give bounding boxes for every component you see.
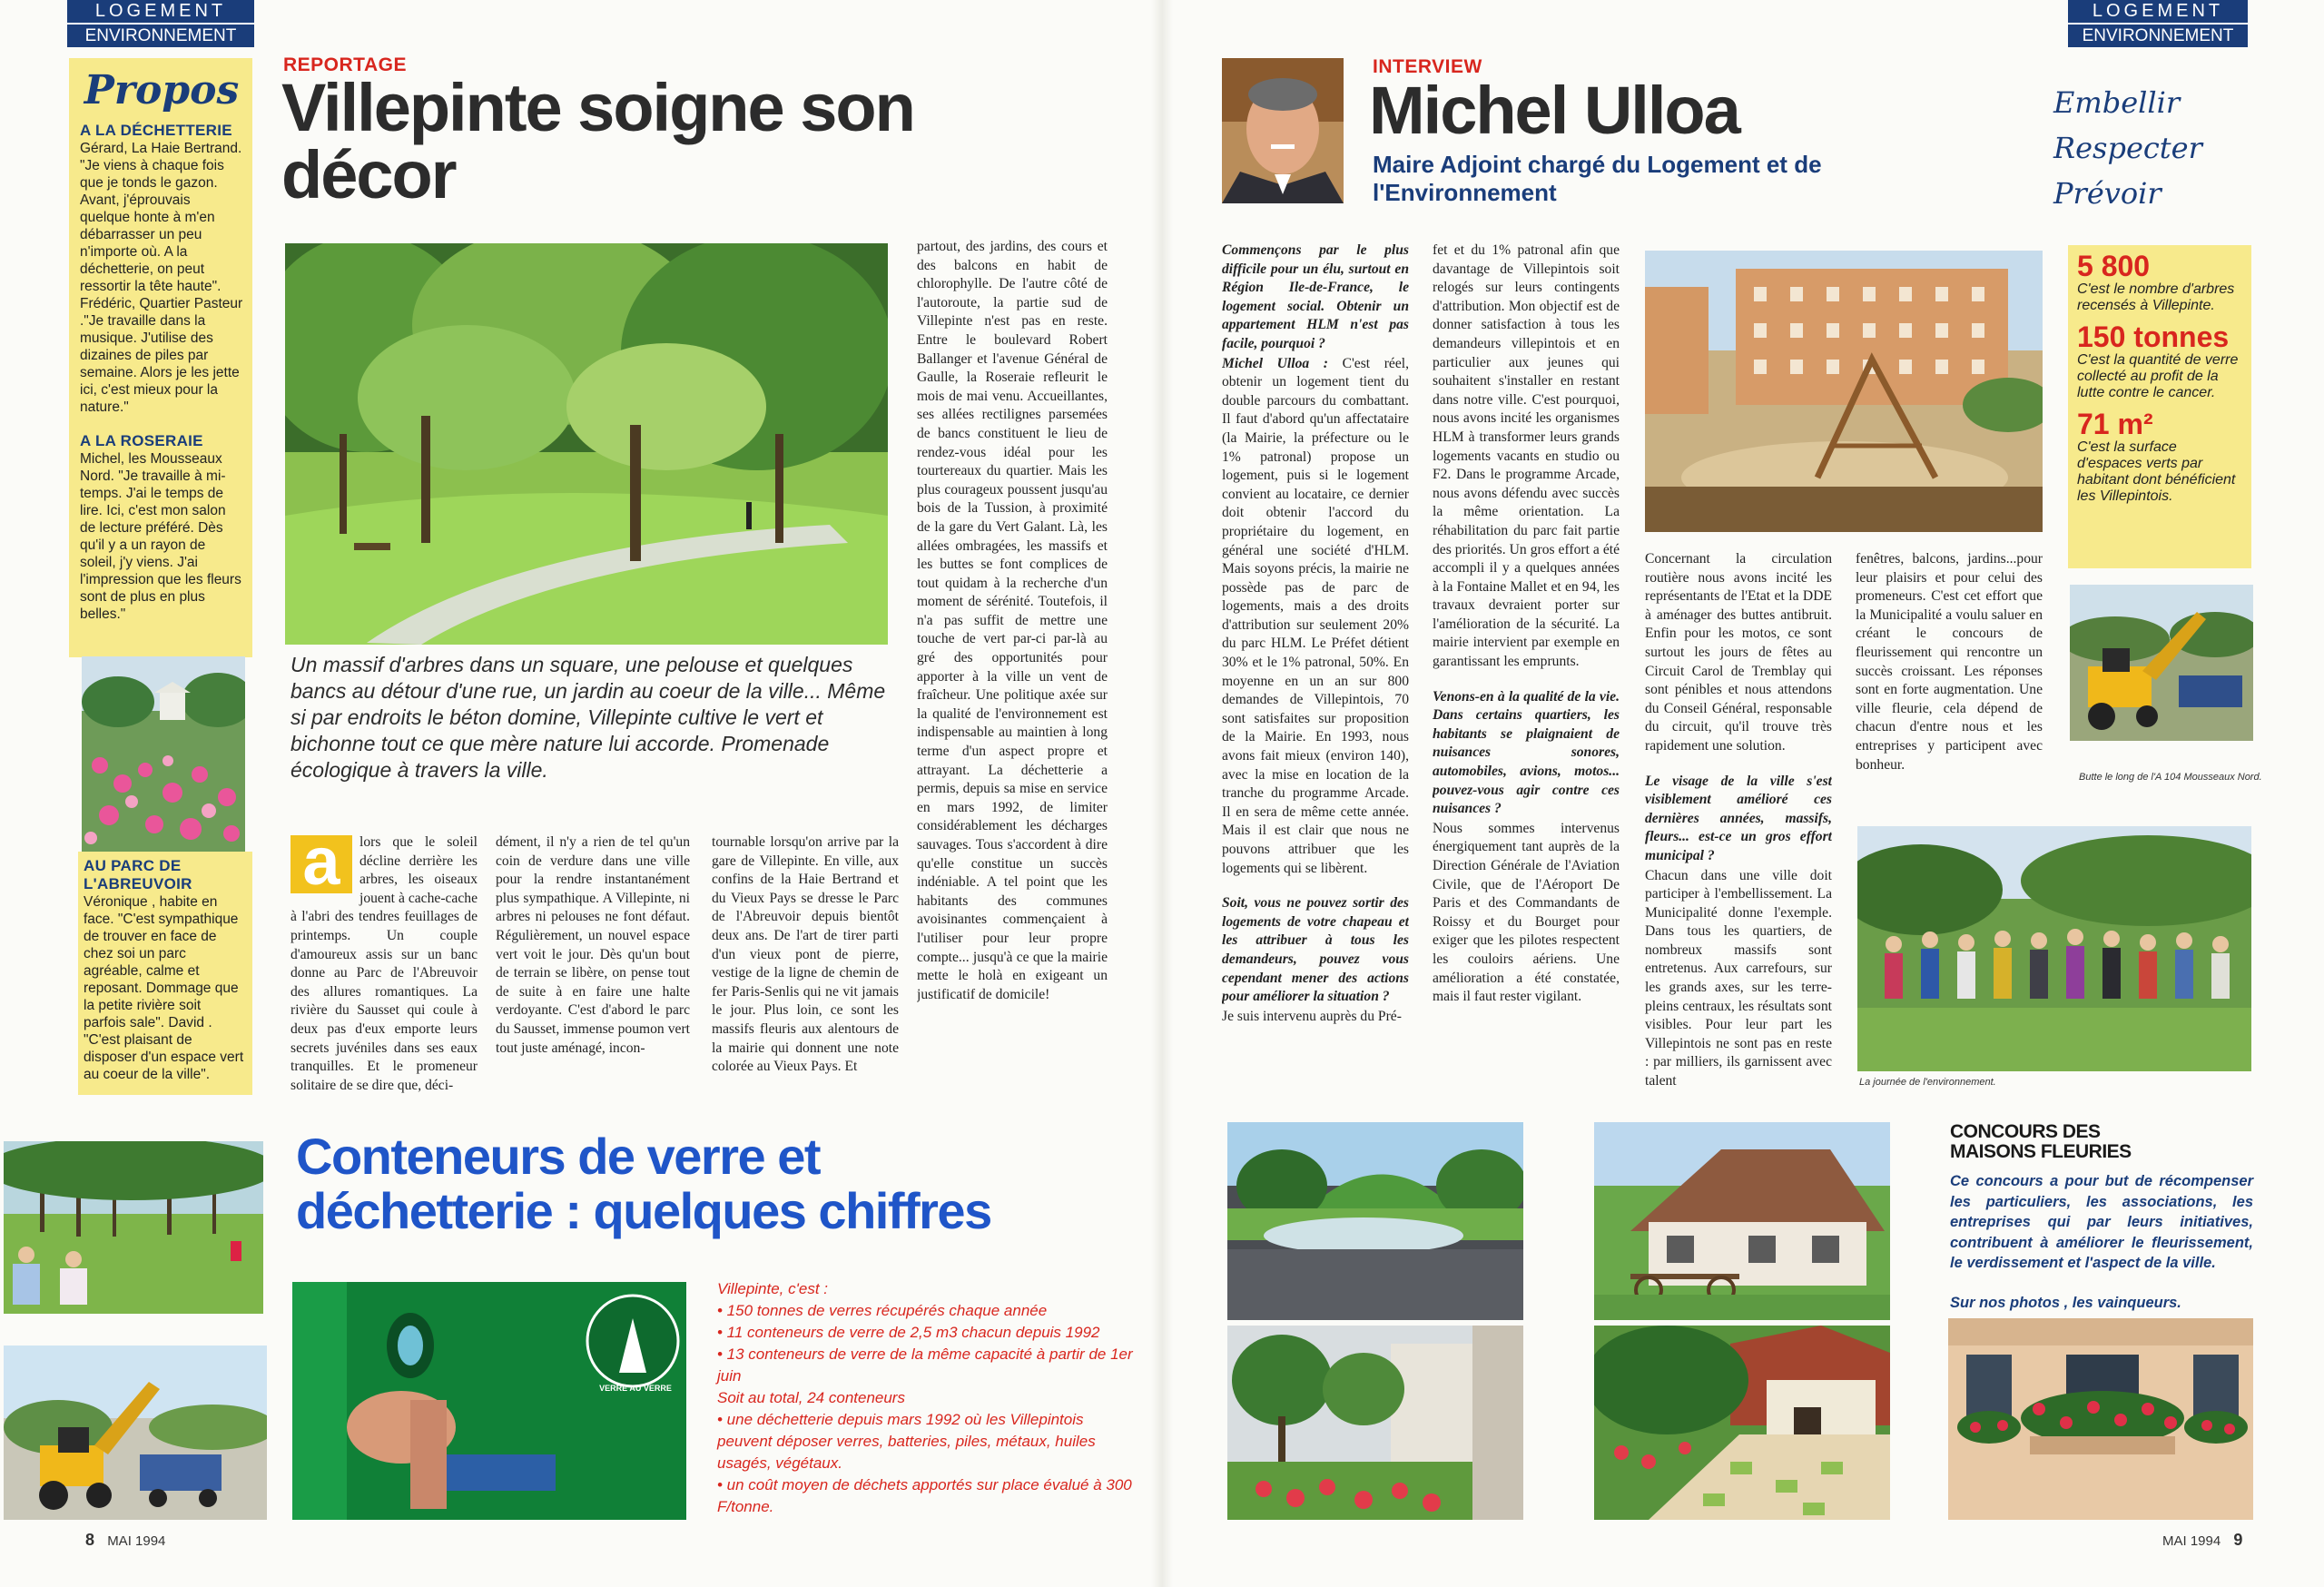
digger-photo-right xyxy=(2070,585,2253,741)
verre-title-line1: Conteneurs de verre et xyxy=(296,1128,820,1185)
right-page-date: MAI 1994 xyxy=(2162,1533,2221,1549)
interview-answer-2-start: Je suis intervenu auprès du Pré- xyxy=(1222,1008,1402,1024)
stat-trees-text: C'est le nombre d'arbres recensés à Villepinte. xyxy=(2077,281,2235,313)
propos-sidebar-lower xyxy=(78,852,252,1095)
interview-answer-1-cont: fet et du 1% patronal afin que davantage de Villepintois soit relogés sur leurs contingents d'attribution. Mon objectif est de donner satisfaction à tous les demandeurs villepintois et en particulier aux jeunes qui souhaitent s'installer en restant dans notre ville. C'est pourquoi, nous avons incité les organismes HLM à transformer leurs grands logements vacants en studio ou F2. Dans le programme Arcade, nous avons défendu avec succès la même orientation. La réhabilitation du parc fait partie des priorités. Un gros effort a été accompli il y a quelques années à la Fontaine Mallet et en 94, les travaux devraient porter sur l'amélioration de la sécurité. La mairie intervient par exemple en garantissant les emprunts. xyxy=(1433,242,1620,670)
right-page-footer xyxy=(2162,1531,2242,1550)
concours-photos-caption: Sur nos photos , les vainqueurs. xyxy=(1950,1295,2181,1311)
stat-glass-text: C'est la quantité de verre collecté au profit de la lutte contre le cancer. xyxy=(2077,352,2239,400)
interview-col-3 xyxy=(1645,550,1832,1095)
section-tag-line2-left: ENVIRONNEMENT xyxy=(67,25,254,47)
interview-col-1 xyxy=(1222,242,1409,1095)
section-tag-line1-left: LOGEMENT xyxy=(67,0,254,25)
interview-col-4: fenêtres, balcons, jardins...pour leur plaisirs et pour celui des promeneurs. C'est cet effort que la Municipalité a voulu saluer en créant le concours de fleurissement qui rencontre un succès croissant. Les réponses sont en forte augmentation. Une ville fleurie, cela dépend de chacun d'entre nous et les entreprises y participent avec bonheur. xyxy=(1856,551,2043,773)
interview-answer-1: C'est réel, obtenir un logement tient du double parcours du combattant. Il faut d'abord qu'un affectataire (la Mairie, la préfecture ou le 1% patronal) propose un logement, puis si le logement convient au locataire, ce dernier doit obtenir l'accord du propriétaire du logement, en général une société d'HLM. Mais soyons précis, la mairie ne possède pas de parc de logements, mais a des droits d'attribution sur seulement 20% du parc HLM. Le Préfet détient 30% et le 1% patronal, 50%. En moyenne en un an sur 800 demandes de Villepintois, 70 sont satisfaites sur proposition de la Mairie. En 1993, nous avons fait mieux (environ 140), avec la mise en location de la tranche du programme Arcade. Il en sera de même cette année. Mais il est clair que nous ne pouvons attribuer que les logements qui se libèrent. xyxy=(1222,355,1409,876)
left-col-2: dément, il n'y a rien de tel qu'un coin de verdure dans une ville pour la rendre instantanément plus sympathique. A Villepinte, ni arbres ni pelouses ne font défaut. Régulièrement, un nouvel espace vert voit le jour. Dès qu'un bout de terrain se libère, on pense tout de suite à en faire une halte verdoyante. C'est d'abord le parc du Sausset, immense poumon vert tout juste aménagé, incon- xyxy=(496,834,690,1056)
propos-heading-dechetterie: A LA DÉCHETTERIE xyxy=(80,122,232,139)
flowered-balcony-photo xyxy=(1948,1318,2253,1520)
park-photo xyxy=(285,243,888,645)
housing-playground-photo xyxy=(1645,251,2043,532)
stat-glass-number: 150 tonnes xyxy=(2077,320,2230,353)
interview-question-3: Venons-en à la qualité de la vie. Dans certains quartiers, les habitants se plaignaient de nuisances sonores, automobiles, avions, motos... pouvez-vous agir contre ces nuisances ? xyxy=(1433,688,1620,817)
interview-col-2 xyxy=(1433,242,1620,1095)
left-col-4: partout, des jardins, des cours et des balcons en habit de chlorophylle. De l'autre côté de l'autoroute, la partie sud de Villepinte n'est pas en reste. Entre le boulevard Robert Ballanger et l'avenue Général de Gaulle, la Roseraie refleurit le mois de mai venu. Accueillantes, ses allées rectilignes parsemées de bancs constituent le lieu de rendez-vous idéal pour les tourtereaux du quartier. Mais les plus courageux poussent jusqu'au bois de la Tussion, à proximité de la gare du Vert Galant. Là, les allées ombragées, les massifs et les buttes se font complices de tout quidam à la recherche d'un moment de sérénité. Toutefois, il n'a pas suffit de mettre une touche de vert par-ci par-là au gré des opportunités pour apporter à la ville un vent de fraîcheur. Une politique axée sur la qualité de l'environnement est indispensable au maintien à long terme d'un aspect propre et attrayant. La déchetterie a permis, depuis sa mise en service en mars 1992, de limiter considérablement les décharges sauvages. Tous s'accordent à dire qu'elle constitue un succès indéniable. A tel point que les habitants des communes avoisinantes commençaient à l'utiliser pour leur propre compte... jusqu'à ce que la mairie mette le holà en exigeant un justificatif de domicile! xyxy=(917,239,1108,1002)
interview-answer-3-cont: Concernant la circulation routière nous avons incité les représentants de l'Etat et la DDE à aménager des buttes antibruit. Enfin pour les motos, ce sont surtout les jours de fêtes au Circuit Carol de Tremblay qui sont pénibles et nous attendons du Conseil Général, responsable du circuit, qu'il trouve très rapidement une solution. xyxy=(1645,551,1832,754)
stat-trees-number: 5 800 xyxy=(2077,250,2151,282)
propos-heading-abreuvoir: AU PARC DE L'ABREUVOIR xyxy=(84,857,192,892)
verre-title-line2: déchetterie : quelques chiffres xyxy=(296,1182,991,1239)
interview-question-2: Soit, vous ne pouvez sortir des logements de votre chapeau et les attribuer à tous les demandeurs, pouvez vous cependant mener des actions pour améliorer la situation ? xyxy=(1222,895,1409,1005)
concours-title: CONCOURS DES MAISONS FLEURIES xyxy=(1950,1121,2132,1162)
left-col-1-text: lors que le soleil décline derrière les arbres, les oiseaux jouent à cache-cache à l'abri des tendres feuillages de printemps. Un couple d'amoureux assis sur un banc donne au Parc de l'Abreuvoir des allures romantiques. La rivière du Sausset qui coule à deux pas d'eux emporte leurs secrets juvéniles dans ses eaux tranquilles. Et le promeneur solitaire de se dire que, déci- xyxy=(290,834,478,1093)
verre-facts-list xyxy=(717,1278,1135,1518)
right-page-number: 9 xyxy=(2233,1531,2243,1549)
left-page-date: MAI 1994 xyxy=(107,1533,166,1549)
verre-fact-intro: Villepinte, c'est : xyxy=(717,1280,828,1297)
stat-green-text: C'est la surface d'espaces verts par habitant dont bénéficient les Villepintois. xyxy=(2077,439,2236,504)
glass-container-photo xyxy=(292,1282,686,1520)
propos-text-roseraie: Michel, les Mousseaux Nord. "Je travaille à mi-temps. J'ai le temps de lire. Ici, c'est mon salon de lecture préféré. Dès qu'il y a un rayon de soleil, j'y viens. J'ai l'impression que les fleurs sont de plus en plus belles." xyxy=(80,451,241,622)
verre-fact: • une déchetterie depuis mars 1992 où les Villepintois peuvent déposer verres, batteries, piles, métaux, huiles usagés, végétaux. xyxy=(717,1411,1096,1472)
left-page-footer xyxy=(85,1531,165,1550)
fountain-photo xyxy=(1227,1122,1523,1320)
propos-text-abreuvoir: Véronique , habite en face. "C'est sympathique de trouver en face de chez soi un parc agréable, calme et reposant. Dommage que la petite rivière soit parfois sale". David . "C'est plaisant de disposer d'un espace vert au coeur de la ville". xyxy=(84,894,244,1082)
concours-text: Ce concours a pour but de récompenser les particuliers, les associations, les entreprises qui par leurs initiatives, contribuent à améliorer le fleurissement, le verdissement et l'aspect de la ville. xyxy=(1950,1173,2253,1271)
propos-title: Propos xyxy=(84,67,240,113)
right-page-title: Michel Ulloa xyxy=(1369,73,1739,148)
motto-respecter: Respecter xyxy=(2053,131,2202,165)
street-trees-photo xyxy=(1227,1326,1523,1520)
interview-answer-3: Nous sommes intervenus énergiquement tant auprès de la Direction Générale de l'Aviation Civile, que de l'Aéroport De Paris et des Commandants de Roissy et du Bourget pour exiger que les pilotes respectent les couloirs aériens. Une amélioration a été constatée, mais il faut rester vigilant. xyxy=(1433,820,1620,1005)
propos-heading-roseraie: A LA ROSERAIE xyxy=(80,432,203,449)
motto-prevoir: Prévoir xyxy=(2053,176,2162,211)
digger-photo-left xyxy=(4,1346,267,1520)
motto xyxy=(2053,80,2202,216)
stats-box xyxy=(2068,245,2251,568)
left-col-1 xyxy=(290,833,478,1106)
spread-gutter xyxy=(1151,0,1173,1587)
interview-question-1: Commençons par le plus difficile pour un élu, surtout en Région Ile-de-France, le logement social. Obtenir un appartement HLM n'est pas facile, pourquoi ? xyxy=(1222,242,1409,351)
section-tag-line1-right: LOGEMENT xyxy=(2068,0,2248,25)
house-cart-photo xyxy=(1594,1122,1890,1320)
interviewee-name: Michel Ulloa : xyxy=(1222,355,1328,371)
journee-caption: La journée de l'environnement. xyxy=(1859,1077,1996,1088)
reportage-kicker: REPORTAGE xyxy=(283,54,407,75)
propos-text-dechetterie: Gérard, La Haie Bertrand. "Je viens à chaque fois que je tonds le gazon. Avant, j'éprouvais quelque honte à m'en débarrasser un peu n'importe où. A la déchetterie, on peut ressortir la tête haute". Frédéric, Quartier Pasteur ."Je travaille dans la musique. J'utilise des dizaines de piles par semaine. Alors je les jette ici, c'est mieux pour la nature." xyxy=(80,141,243,415)
section-tag-line2-right: ENVIRONNEMENT xyxy=(2068,25,2248,47)
interview-answer-4: Chacun dans une ville doit participer à l'embellissement. La Municipalité donne l'exemple. Dans tous les quartiers, de nombreux massifs sont entretenus. Aux carrefours, sur les grands axes, sur les terre-pleins centraux, les résultats sont visibles. Pour leur part les Villepintois ne sont pas en reste : par milliers, ils garnissent avec talent xyxy=(1645,867,1832,1089)
environment-day-group-photo xyxy=(1857,826,2251,1071)
verre-fact: • 13 conteneurs de verre de la même capacité à partir de 1er juin xyxy=(717,1346,1133,1385)
verre-fact-total: Soit au total, 24 conteneurs xyxy=(717,1389,905,1406)
left-col-3: tournable lorsqu'on arrive par la gare de Villepinte. En ville, aux confins de la Haie Bertrand et du Vieux Pays se dresse le Parc de l'Abreuvoir depuis bientôt deux ans. De l'art de tirer parti d'un vieux pont de pierre, vestige de la ligne de chemin de fer Paris-Senlis qui ne vit jamais le jour. Plus loin, ce sont les massifs fleuris aux alentours de la mairie qui donnent une note colorée au Vieux Pays. Et xyxy=(712,834,899,1075)
verre-fact: • 150 tonnes de verres récupérés chaque année xyxy=(717,1302,1048,1319)
roseraie-photo xyxy=(82,656,245,852)
children-photo xyxy=(4,1141,263,1314)
interview-kicker: INTERVIEW xyxy=(1373,56,1482,77)
lead-paragraph: Un massif d'arbres dans un square, une pelouse et quelques bancs au détour d'une rue, un jardin au coeur de la ville... Même si par endroits le béton domine, Villepinte cultive le vert et bichonne tout ce que mère nature lui accorde. Promenade écologique à travers la ville. xyxy=(290,653,886,782)
motto-embellir: Embellir xyxy=(2053,85,2181,120)
glass-container-logo-text: VERRE AU VERRE xyxy=(599,1384,672,1393)
interview-question-4: Le visage de la ville s'est visiblement amélioré ces dernières années, massifs, fleurs... est-ce un gros effort municipal ? xyxy=(1645,773,1832,863)
butte-caption: Butte le long de l'A 104 Mousseaux Nord. xyxy=(2079,772,2262,783)
stat-green-number: 71 m² xyxy=(2077,408,2153,440)
verre-fact: • un coût moyen de déchets apportés sur place évalué à 300 F/tonne. xyxy=(717,1476,1132,1515)
left-page-number: 8 xyxy=(85,1531,95,1549)
verre-fact: • 11 conteneurs de verre de 2,5 m3 chacun depuis 1992 xyxy=(717,1324,1100,1341)
interview-subtitle: Maire Adjoint chargé du Logement et de l'Environnement xyxy=(1373,151,1822,206)
propos-sidebar xyxy=(69,58,252,657)
garden-house-photo xyxy=(1594,1326,1890,1520)
dropcap-letter: a xyxy=(302,823,340,899)
left-page-title: Villepinte soigne son décor xyxy=(281,70,914,212)
michel-ulloa-portrait xyxy=(1222,58,1344,203)
